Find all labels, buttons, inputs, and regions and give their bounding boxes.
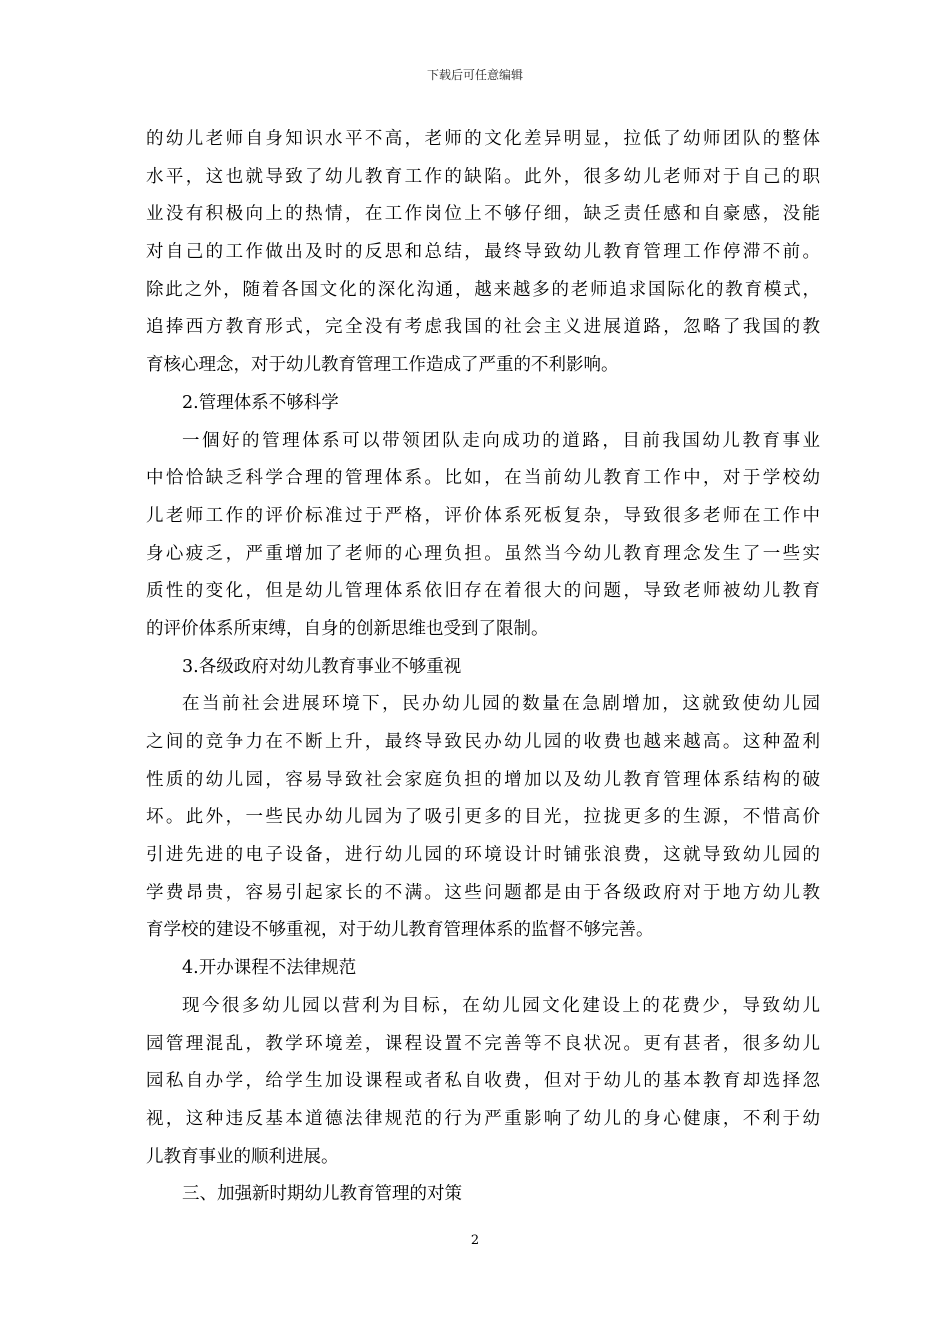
document-body (146, 121, 820, 1214)
paragraph (146, 686, 820, 950)
text-line: 一個好的管理体系可以带领团队走向成功的道路，目前我国幼儿教育事业 (182, 430, 820, 451)
text-line: 对自己的工作做出及时的反思和总结，最终导致幼儿教育管理工作停滞不前。 (146, 242, 820, 263)
text-line: 视，这种违反基本道德法律规范的行为严重影响了幼儿的身心健康，不利于幼 (146, 1108, 820, 1129)
text-line: 现今很多幼儿园以营利为目标，在幼儿园文化建设上的花费少，导致幼儿 (182, 995, 820, 1016)
section-heading: 4.开办课程不法律规范 (182, 958, 357, 979)
paragraph (146, 988, 820, 1176)
text-line: 儿教育事业的顺利进展。 (146, 1146, 339, 1167)
text-line: 除此之外，随着各国文化的深化沟通，越来越多的老师追求国际化的教育模式， (146, 279, 820, 300)
text-line: 的评价体系所束缚，自身的创新思维也受到了限制。 (146, 618, 549, 639)
text-line: 坏。此外，一些民办幼儿园为了吸引更多的目光，拉拢更多的生源，不惜高价 (146, 807, 820, 828)
text-line: 在当前社会进展环境下，民办幼儿园的数量在急剧增加，这就致使幼儿园 (182, 694, 820, 715)
text-line: 中恰恰缺乏科学合理的管理体系。比如，在当前幼儿教育工作中，对于学校幼 (146, 468, 820, 489)
text-line: 园私自办学，给学生加设课程或者私自收费，但对于幼儿的基本教育却选择忽 (146, 1071, 820, 1092)
page-header: 下载后可任意编辑 (426, 68, 523, 82)
section-heading: 3.各级政府对幼儿教育事业不够重视 (182, 656, 462, 677)
text-line: 引进先进的电子设备，进行幼儿园的环境设计时铺张浪费，这就导致幼儿园的 (146, 845, 820, 866)
text-line: 性质的幼儿园，容易导致社会家庭负担的增加以及幼儿教育管理体系结构的破 (146, 769, 820, 790)
page-number: 2 (470, 1233, 480, 1248)
text-line: 育学校的建设不够重视，对于幼儿教育管理体系的监督不够完善。 (146, 920, 654, 941)
text-line: 儿老师工作的评价标准过于严格，评价体系死板复杂，导致很多老师在工作中 (146, 505, 820, 526)
text-line: 的幼儿老师自身知识水平不高，老师的文化差异明显，拉低了幼师团队的整体 (146, 129, 820, 149)
text-line: 学费昂贵，容易引起家长的不满。这些问题都是由于各级政府对于地方幼儿教 (146, 882, 820, 903)
text-line: 园管理混乱，教学环境差，课程设置不完善等不良状况。更有甚者，很多幼儿 (146, 1033, 820, 1054)
text-line: 之间的竞争力在不断上升，最终导致民办幼儿园的收费也越来越高。这种盈利 (146, 732, 820, 752)
text-line: 质性的变化，但是幼儿管理体系依旧存在着很大的问题，导致老师被幼儿教育 (146, 581, 820, 602)
section-heading: 三、加强新时期幼儿教育管理的对策 (182, 1184, 462, 1205)
paragraph (146, 121, 820, 385)
text-line: 育核心理念，对于幼儿教育管理工作造成了严重的不利影响。 (146, 355, 619, 376)
text-line: 业没有积极向上的热情，在工作岗位上不够仔细，缺乏责任感和自豪感，没能 (146, 204, 820, 225)
text-line: 水平，这也就导致了幼儿教育工作的缺陷。此外，很多幼儿老师对于自己的职 (146, 166, 820, 187)
text-line: 身心疲乏，严重增加了老师的心理负担。虽然当今幼儿教育理念发生了一些实 (146, 543, 820, 564)
section-heading: 2.管理体系不够科学 (182, 392, 339, 413)
paragraph (146, 423, 820, 649)
text-line: 追捧西方教育形式，完全没有考虑我国的社会主义进展道路，忽略了我国的教 (146, 317, 820, 338)
